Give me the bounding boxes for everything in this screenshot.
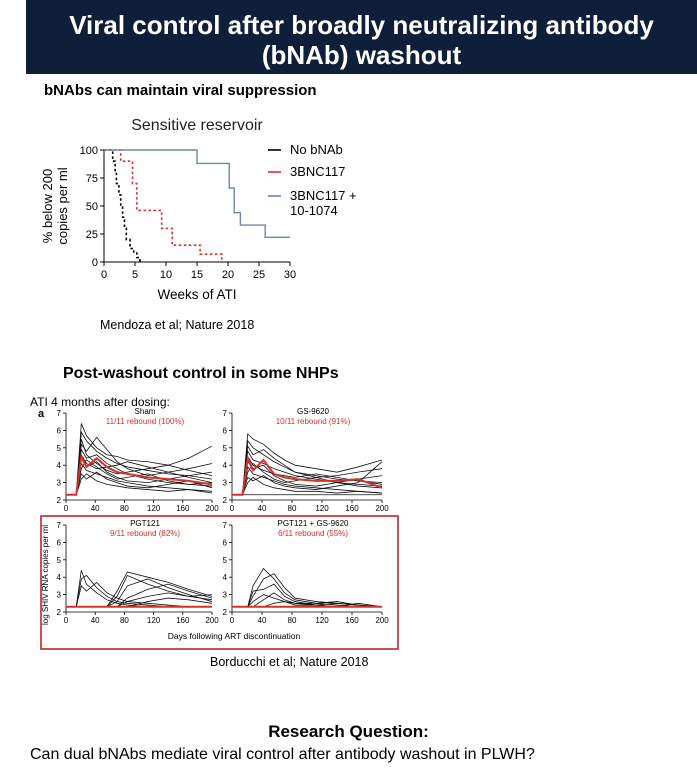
nhp-y-tick-label: 2 — [222, 496, 227, 505]
km-legend-label-cont: 10-1074 — [290, 203, 338, 218]
nhp-y-tick-label: 7 — [222, 409, 227, 418]
km-x-tick-label: 5 — [131, 269, 139, 281]
nhp-x-tick-label: 80 — [119, 504, 129, 513]
nhp-x-tick-label: 200 — [375, 616, 389, 625]
nhp-y-tick-label: 5 — [56, 443, 61, 453]
nhp-x-tick-label: 120 — [315, 504, 329, 513]
nhp-x-tick-label: 160 — [176, 616, 190, 625]
nhp-y-tick-label: 3 — [56, 590, 61, 600]
nhp-x-tick-label: 80 — [287, 616, 297, 625]
nhp-animal-line-1 — [66, 570, 212, 607]
nhp-y-tick-label: 7 — [56, 521, 61, 530]
km-series-line-1 — [104, 150, 140, 262]
nhp-x-tick-label: 120 — [315, 616, 329, 625]
km-y-tick-label: 0 — [91, 257, 98, 269]
nhp-panel-1 — [57, 407, 220, 513]
nhp-y-tick-label: 2 — [56, 496, 61, 505]
nhp-y-tick-label: 6 — [56, 538, 61, 548]
km-legend-label: No bNAb — [290, 142, 343, 157]
nhp-x-tick-label: 200 — [375, 504, 389, 513]
subhead-post-washout: Post-washout control in some NHPs — [63, 365, 339, 382]
km-chart — [30, 108, 380, 308]
slide-title-line1: Viral control after broadly neutralizing antibody — [69, 10, 654, 40]
slide-title — [26, 10, 697, 70]
nhp-y-tick-label: 7 — [222, 521, 227, 530]
nhp-panel-title: Sham — [134, 407, 156, 416]
nhp-chart — [26, 390, 406, 652]
nhp-y-tick-label: 7 — [56, 409, 61, 418]
nhp-x-tick-label: 80 — [287, 504, 297, 513]
nhp-panel-annotation: 11/11 rebound (100%) — [105, 417, 185, 426]
km-series-line-2 — [104, 150, 222, 262]
citation-borducchi: Borducchi et al; Nature 2018 — [210, 655, 369, 669]
nhp-y-tick-label: 2 — [56, 608, 61, 617]
nhp-animal-line-2 — [66, 432, 212, 495]
nhp-x-tick-label: 200 — [205, 504, 219, 513]
nhp-y-tick-label: 6 — [222, 426, 227, 436]
nhp-y-tick-label: 6 — [56, 426, 61, 436]
km-legend-label: 3BNC117 + — [290, 188, 357, 203]
nhp-y-tick-label: 4 — [222, 461, 227, 471]
nhp-panel-4 — [223, 519, 390, 625]
research-question-title: Research Question: — [268, 722, 429, 741]
nhp-x-tick-label: 80 — [119, 616, 129, 625]
nhp-y-tick-label: 5 — [222, 555, 227, 565]
nhp-panel-title: GS-9620 — [296, 407, 330, 416]
km-y-tick-label: 75 — [85, 173, 98, 185]
km-y-tick-label: 50 — [85, 201, 98, 213]
km-x-tick-label: 10 — [159, 269, 173, 281]
nhp-x-tick-label: 40 — [257, 504, 267, 513]
km-legend-label: 3BNC117 — [290, 164, 346, 179]
km-chart-title: Sensitive reservoir — [131, 117, 263, 134]
nhp-x-tick-label: 40 — [90, 616, 100, 625]
nhp-x-tick-label: 160 — [345, 616, 359, 625]
nhp-panel-annotation: 10/11 rebound (91%) — [275, 417, 351, 426]
nhp-y-tick-label: 3 — [222, 478, 227, 488]
nhp-animal-line-3 — [66, 582, 212, 606]
nhp-x-tick-label: 0 — [229, 504, 235, 513]
subhead-bnab-suppression: bNAbs can maintain viral suppression — [44, 82, 317, 99]
nhp-x-tick-label: 120 — [146, 616, 161, 625]
km-x-tick-label: 15 — [190, 269, 204, 281]
km-x-tick-label: 20 — [221, 269, 235, 281]
nhp-panel-title: PGT121 + GS-9620 — [277, 519, 349, 528]
nhp-y-tick-label: 4 — [56, 461, 61, 471]
nhp-animal-line-4 — [232, 451, 382, 495]
nhp-x-tick-label: 200 — [205, 616, 219, 625]
nhp-panel-annotation: 6/11 rebound (55%) — [277, 529, 349, 538]
nhp-y-tick-label: 4 — [56, 573, 61, 583]
slide-title-line2: (bNAb) washout — [261, 40, 462, 70]
km-x-tick-label: 30 — [283, 269, 297, 281]
citation-mendoza: Mendoza et al; Nature 2018 — [100, 318, 255, 332]
km-x-tick-label: 25 — [252, 269, 266, 281]
km-y-tick-label: 100 — [79, 145, 98, 157]
nhp-x-tick-label: 160 — [176, 504, 190, 513]
nhp-x-tick-label: 40 — [257, 616, 267, 625]
nhp-panel-annotation: 9/11 rebound (82%) — [109, 529, 181, 538]
nhp-panel-3 — [57, 519, 220, 625]
km-y-tick-label: 25 — [85, 229, 98, 241]
research-question-text: Can dual bNAbs mediate viral control after antibody washout in PLWH? — [30, 746, 535, 763]
nhp-y-tick-label: 4 — [222, 573, 227, 583]
km-x-tick-label: 0 — [100, 269, 108, 281]
panel-letter: a — [38, 408, 45, 420]
nhp-y-tick-label: 2 — [222, 608, 227, 617]
nhp-x-tick-label: 0 — [63, 616, 69, 625]
nhp-panel-title: PGT121 — [130, 519, 160, 528]
nhp-y-axis-label: log SHIV RNA copies per ml — [41, 524, 50, 626]
nhp-y-tick-label: 5 — [222, 443, 227, 453]
nhp-x-tick-label: 160 — [345, 504, 359, 513]
km-x-axis-label: Weeks of ATI — [157, 287, 237, 302]
nhp-x-tick-label: 0 — [63, 504, 69, 513]
nhp-x-tick-label: 40 — [90, 504, 100, 513]
nhp-y-tick-label: 3 — [56, 478, 61, 488]
ati-note: ATI 4 months after dosing: — [30, 395, 170, 409]
nhp-y-tick-label: 6 — [222, 538, 227, 548]
nhp-x-tick-label: 120 — [146, 504, 161, 513]
nhp-median-line — [232, 458, 382, 495]
nhp-animal-line-5 — [66, 575, 212, 606]
nhp-panel-2 — [223, 407, 390, 513]
nhp-y-tick-label: 3 — [222, 590, 227, 600]
km-y-axis-label: % below 200copies per ml — [40, 167, 70, 245]
nhp-x-axis-label: Days following ART discontinuation — [167, 631, 301, 641]
nhp-y-tick-label: 5 — [56, 555, 61, 565]
nhp-x-tick-label: 0 — [229, 616, 235, 625]
